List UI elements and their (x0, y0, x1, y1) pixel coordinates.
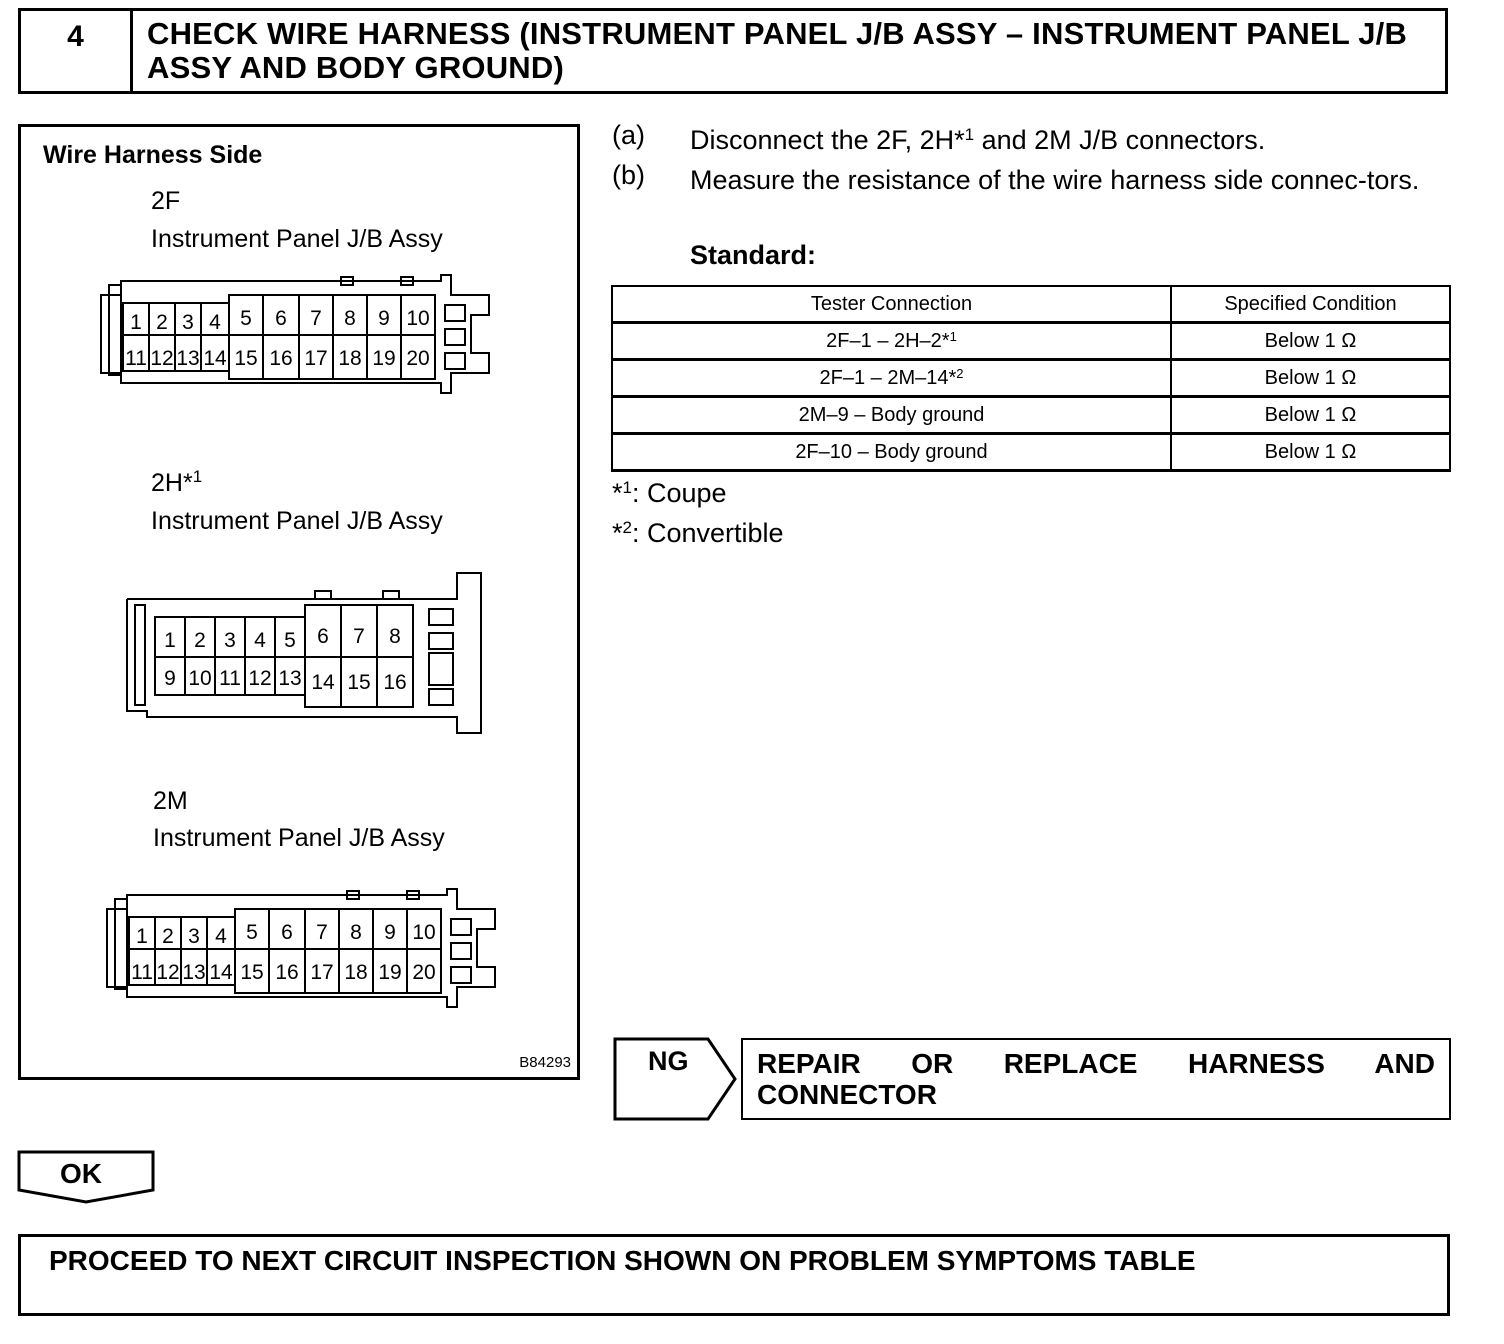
connector-side-slot (451, 919, 471, 935)
pin-label: 7 (310, 307, 322, 330)
pin-label: 15 (347, 671, 371, 694)
tester-connection-cell: 2F–1 – 2M–14*$^2$ (612, 360, 1171, 397)
pin-label: 16 (383, 671, 407, 694)
pin-label: 20 (412, 961, 436, 984)
pin-label: 10 (188, 667, 212, 690)
pin-label: 11 (131, 961, 153, 984)
condition-cell: Below 1 Ω (1171, 434, 1450, 471)
ng-result-text: REPAIR OR REPLACE HARNESS AND CONNECTOR (757, 1048, 1435, 1110)
pin-label: 13 (278, 667, 302, 690)
pin-label: 6 (317, 625, 329, 648)
connector-2h-drawing (127, 571, 487, 737)
pin-label: 15 (240, 961, 264, 984)
header-tester-connection: Tester Connection (612, 286, 1171, 323)
ng-label: NG (648, 1046, 689, 1076)
instruction-b-key: (b) (612, 160, 645, 190)
table-row (612, 434, 1450, 471)
pin-label: 1 (164, 629, 176, 652)
pin-label: 14 (209, 961, 233, 984)
connector-tab (383, 591, 399, 599)
pin-label: 4 (209, 311, 221, 334)
instruction-a-text: Disconnect the 2F, 2H*$^1$ and 2M J/B connectors. (690, 125, 1266, 155)
table-row (612, 397, 1450, 434)
pin-label: 10 (406, 307, 430, 330)
header-specified-condition: Specified Condition (1171, 286, 1450, 323)
connector-2f-drawing (101, 273, 491, 413)
connector-latch (135, 605, 145, 705)
connector-2f-name: Instrument Panel J/B Assy (151, 225, 443, 253)
footnote-coupe: *$^1$: Coupe (612, 478, 727, 508)
pin-label: 3 (224, 629, 236, 652)
figure-id: B84293 (519, 1054, 571, 1071)
connector-side-slot (429, 609, 453, 625)
pin-label: 6 (275, 307, 287, 330)
connector-2m-drawing (107, 887, 497, 1027)
pin-label: 12 (156, 961, 180, 984)
pin-label: 14 (203, 347, 227, 370)
wire-harness-diagram (18, 124, 580, 1080)
pin-label: 2 (156, 311, 168, 334)
ok-label: OK (60, 1158, 102, 1189)
pin-label: 7 (353, 625, 365, 648)
ng-result-box (741, 1038, 1451, 1120)
pin-label: 19 (372, 347, 396, 370)
connector-side-slot (451, 943, 471, 959)
pin-label: 12 (248, 667, 272, 690)
pin-label: 9 (164, 667, 176, 690)
connector-2m-code: 2M (153, 787, 188, 815)
condition-cell: Below 1 Ω (1171, 360, 1450, 397)
condition-cell: Below 1 Ω (1171, 323, 1450, 360)
connector-latch (109, 285, 121, 375)
spec-table (611, 285, 1451, 472)
pin-label: 9 (384, 921, 396, 944)
pin-label: 16 (275, 961, 299, 984)
pin-label: 1 (130, 311, 142, 334)
connector-2m-name: Instrument Panel J/B Assy (153, 824, 445, 852)
pin-label: 7 (316, 921, 328, 944)
connector-2h-name: Instrument Panel J/B Assy (151, 507, 443, 535)
pin-label: 1 (136, 925, 148, 948)
wire-harness-side-label: Wire Harness Side (43, 141, 263, 169)
pin-label: 17 (304, 347, 328, 370)
pin-label: 18 (344, 961, 368, 984)
pin-label: 13 (176, 347, 200, 370)
table-row (612, 323, 1450, 360)
pin-label: 16 (269, 347, 293, 370)
pin-label: 20 (406, 347, 430, 370)
tester-connection-cell: 2F–10 – Body ground (612, 434, 1171, 471)
pin-label: 8 (344, 307, 356, 330)
pin-label: 2 (194, 629, 206, 652)
connector-tab (315, 591, 331, 599)
instruction-a-key: (a) (612, 120, 645, 150)
connector-side-slot (429, 633, 453, 649)
pin-label: 13 (182, 961, 206, 984)
pin-label: 11 (219, 667, 241, 690)
connector-side-slot (445, 329, 465, 345)
step-number: 4 (21, 11, 133, 91)
pin-label: 4 (215, 925, 227, 948)
connector-side-slot (445, 353, 465, 369)
pin-label: 18 (338, 347, 362, 370)
tester-connection-cell: 2F–1 – 2H–2*$^1$ (612, 323, 1171, 360)
standard-label: Standard: (690, 240, 817, 270)
connector-side-slot (429, 653, 453, 685)
table-row (612, 360, 1450, 397)
instruction-b-text: Measure the resistance of the wire harness side connec-tors. (690, 165, 1420, 195)
pin-label: 11 (125, 347, 147, 370)
pin-label: 15 (234, 347, 258, 370)
step-title: CHECK WIRE HARNESS (INSTRUMENT PANEL J/B ASSY – INSTRUMENT PANEL J/B ASSY AND BODY GROUND) (147, 16, 1408, 85)
connector-latch (115, 899, 127, 989)
pin-label: 4 (254, 629, 266, 652)
pin-label: 2 (162, 925, 174, 948)
pin-label: 8 (350, 921, 362, 944)
tester-connection-cell: 2M–9 – Body ground (612, 397, 1171, 434)
connector-2f-code: 2F (151, 187, 181, 215)
step-header (18, 8, 1448, 94)
pin-label: 3 (182, 311, 194, 334)
pin-label: 14 (311, 671, 335, 694)
pin-label: 10 (412, 921, 436, 944)
condition-cell: Below 1 Ω (1171, 397, 1450, 434)
pin-label: 3 (188, 925, 200, 948)
ok-result-text: PROCEED TO NEXT CIRCUIT INSPECTION SHOWN ON PROBLEM SYMPTOMS TABLE (49, 1245, 1196, 1276)
connector-side-slot (445, 305, 465, 321)
pin-label: 5 (284, 629, 296, 652)
pin-label: 12 (150, 347, 174, 370)
footnote-convertible: *$^2$: Convertible (612, 518, 784, 548)
pin-label: 5 (246, 921, 258, 944)
pin-label: 9 (378, 307, 390, 330)
pin-label: 8 (389, 625, 401, 648)
pin-label: 6 (281, 921, 293, 944)
connector-2h-code: 2H*$^1$ (151, 467, 203, 497)
connector-side-slot (451, 967, 471, 983)
connector-side-slot (429, 689, 453, 705)
pin-label: 17 (310, 961, 334, 984)
pin-label: 19 (378, 961, 402, 984)
pin-label: 5 (240, 307, 252, 330)
ok-result-box (18, 1234, 1450, 1316)
